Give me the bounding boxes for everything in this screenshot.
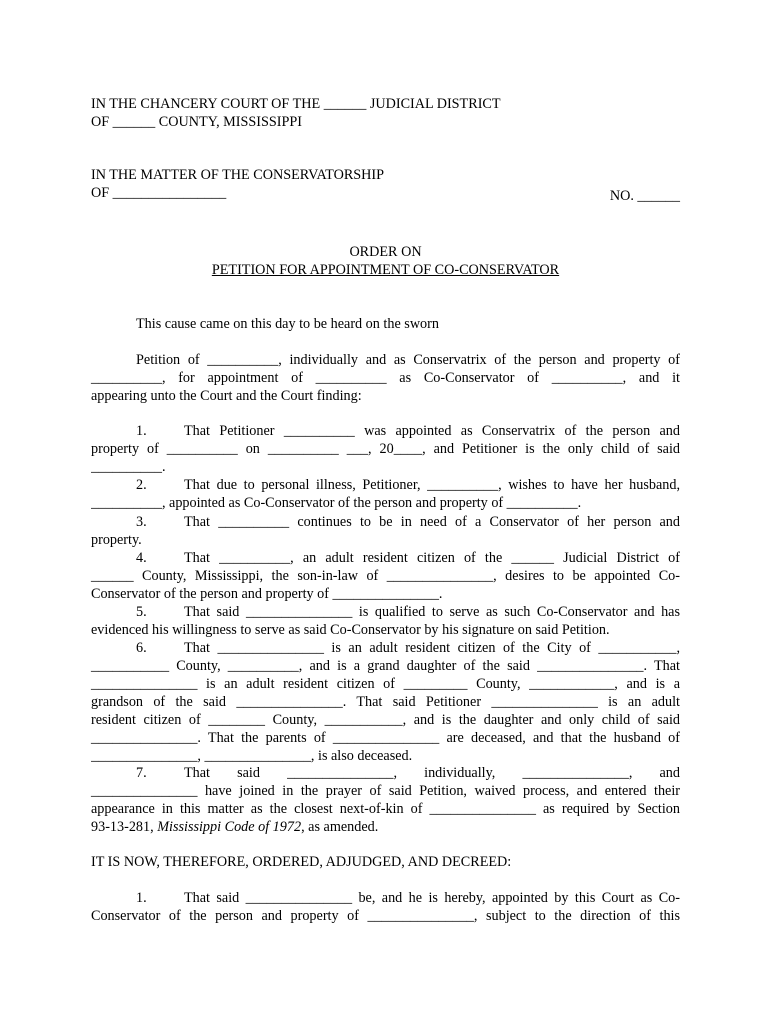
finding-6: 6. That _______________ is an adult resident citizen of the City of ___________, ___________ County, __________, and is a grand daughter of the said _______________. That _______________ is an adult resident citizen of _________ County, ____________, and is a grandson of the said _______________. That said Petitioner _______________ is an adult resident citizen of ________ County, ___________, and is the daughter and only child of said _______________. That the parents of _______________ are deceased, and that the husband of _______________, _______________, is also deceased. bbox=[91, 640, 680, 764]
finding-4: 4. That __________, an adult resident citizen of the ______ Judicial District of ______ County, Mississippi, the son-in-law of _______________, desires to be appointed Co- Conservator of the person and property of _______________. bbox=[91, 550, 680, 602]
decree-heading: IT IS NOW, THEREFORE, ORDERED, ADJUDGED, AND DECREED: bbox=[91, 854, 512, 870]
matter-line1: IN THE MATTER OF THE CONSERVATORSHIP bbox=[91, 167, 385, 183]
court-caption-line2: OF ______ COUNTY, MISSISSIPPI bbox=[91, 114, 303, 130]
matter-line2: OF ________________ bbox=[91, 185, 227, 201]
finding-1: 1. That Petitioner __________ was appointed as Conservatrix of the person and property of __________ on __________ ___, 20____, and Petitioner is the only child of said __________. bbox=[91, 423, 680, 475]
court-caption-line1: IN THE CHANCERY COURT OF THE ______ JUDICIAL DISTRICT bbox=[91, 96, 501, 112]
finding-3: 3. That __________ continues to be in need of a Conservator of her person and property. bbox=[91, 514, 680, 548]
finding-7: 7. That said _______________, individually, _______________, and _______________ have joined in the prayer of said Petition, waived process, and entered their appearance in this matter as the closest next-of-kin of _______________ as required by Section 93-13-281, Mississippi Code of 1972, as amended. bbox=[91, 765, 680, 835]
finding-2: 2. That due to personal illness, Petitioner, __________, wishes to have her husband, __________, appointed as Co-Conservator of the person and property of __________. bbox=[91, 477, 680, 511]
decree-item-1: 1. That said _______________ be, and he is hereby, appointed by this Court as Co- Conservator of the person and property of _______________, subject to the direction of this bbox=[91, 890, 680, 924]
intro-paragraph-2: Petition of __________, individually and as Conservatrix of the person and property of __________, for appointment of __________ as Co-Conservator of __________, and it appearing unto the Court and the Court finding: bbox=[91, 352, 680, 404]
finding-5: 5. That said _______________ is qualified to serve as such Co-Conservator and has evidenced his willingness to serve as said Co-Conservator by his signature on said Petition. bbox=[91, 604, 680, 638]
order-title: ORDER ON bbox=[349, 244, 422, 260]
intro-paragraph-1: This cause came on this day to be heard on the sworn bbox=[136, 316, 439, 332]
case-number: NO. ______ bbox=[609, 188, 680, 204]
order-subtitle: PETITION FOR APPOINTMENT OF CO-CONSERVATOR bbox=[211, 262, 560, 278]
